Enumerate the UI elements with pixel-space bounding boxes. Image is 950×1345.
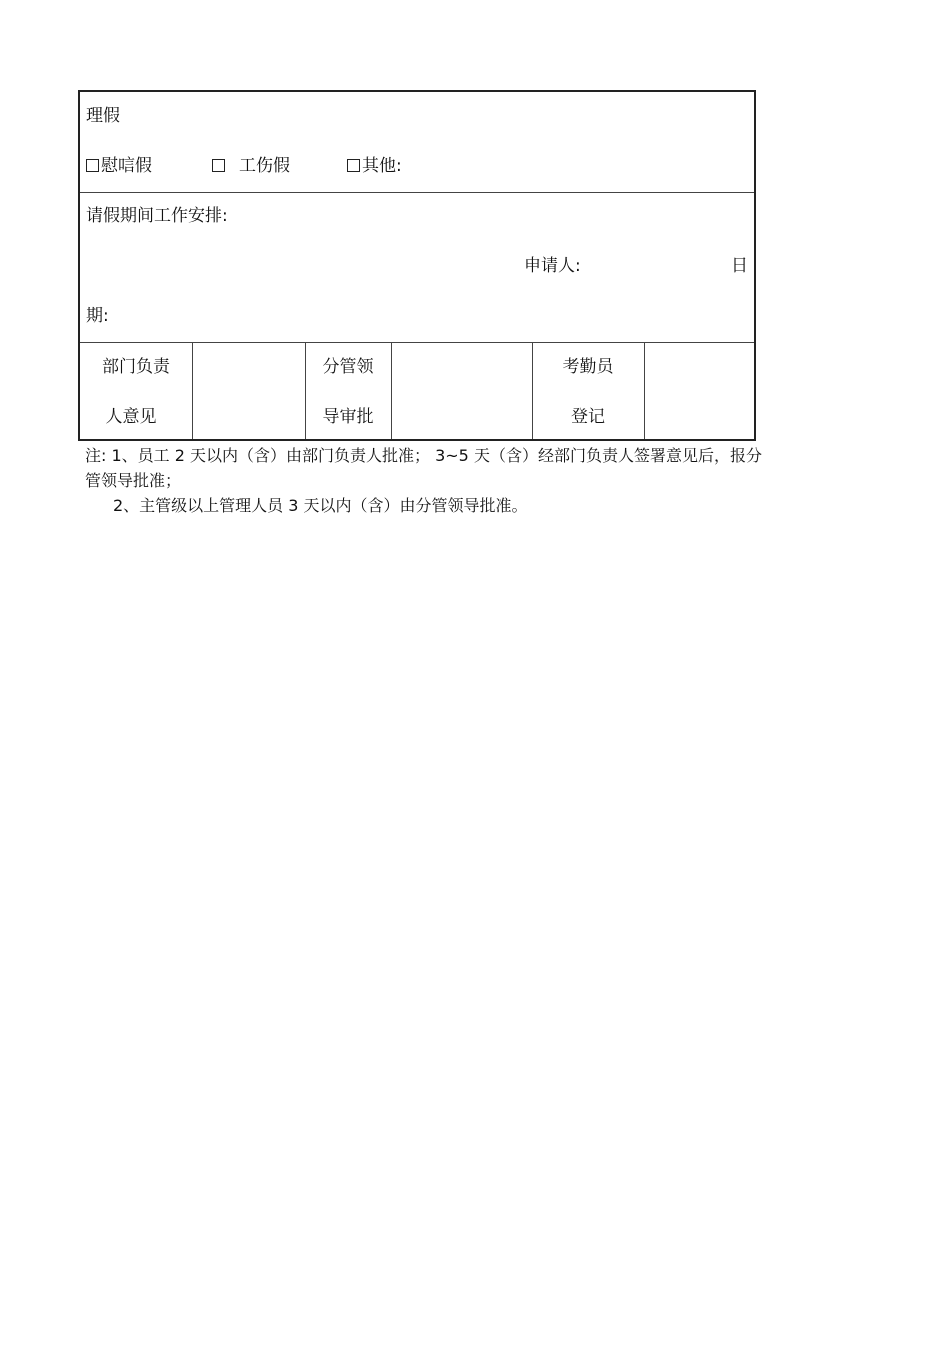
attendance-record-label-line1: 考勤员 [562, 357, 614, 377]
note-line-3: 2、主管级以上管理人员 3 天以内（含）由分管领导批准。 [113, 496, 528, 515]
injury-checkbox[interactable] [212, 159, 225, 172]
condolence-label: 慰唁假 [101, 156, 152, 176]
leave-form-table [78, 90, 756, 441]
date-label-part-2: 期: [86, 306, 109, 326]
dept-head-opinion-label-line2: 人意见 [105, 407, 157, 427]
other-label: 其他: [362, 156, 402, 176]
attendance-record-field[interactable] [645, 343, 754, 441]
leave-option-injury[interactable] [212, 156, 290, 176]
attendance-record-label-line2: 登记 [571, 407, 605, 427]
leave-option-condolence[interactable] [86, 156, 152, 176]
condolence-checkbox[interactable] [86, 159, 99, 172]
note-line-2: 管领导批准； [85, 471, 182, 490]
dept-head-opinion-label-line1: 部门负责 [102, 357, 170, 377]
dept-head-opinion-field[interactable] [193, 343, 304, 441]
supervisor-approval-label-line2: 导审批 [322, 407, 374, 427]
note-line-1: 注: 1、员工 2 天以内（含）由部门负责人批准； 3~5 天（含）经部门负责人签署意见后，报分 [85, 446, 762, 465]
supervisor-approval-label-line1: 分管领 [322, 357, 374, 377]
date-label-part-1: 日 [731, 256, 748, 276]
supervisor-approval-field[interactable] [392, 343, 531, 441]
other-checkbox[interactable] [347, 159, 360, 172]
injury-label: 工伤假 [239, 156, 290, 176]
work-arrangement-label: 请假期间工作安排: [86, 206, 228, 226]
leave-type-row-start: 理假 [86, 106, 120, 126]
applicant-label: 申请人: [524, 256, 581, 276]
leave-option-other[interactable] [347, 156, 402, 176]
divider-row-1 [80, 192, 754, 193]
